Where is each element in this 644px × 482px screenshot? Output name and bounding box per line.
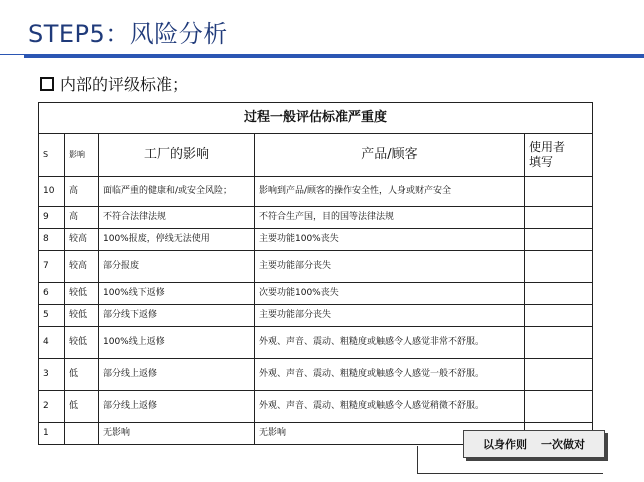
cell-impact: 高 xyxy=(65,207,99,229)
square-bullet-icon xyxy=(40,77,54,91)
cell-impact: 低 xyxy=(65,359,99,391)
cell-user-fill[interactable] xyxy=(525,251,593,283)
cell-severity: 1 xyxy=(39,423,65,445)
motto-right: 一次做对 xyxy=(541,438,585,451)
cell-user-fill[interactable] xyxy=(525,229,593,251)
col-header-s: S xyxy=(39,134,65,177)
motto-stamp xyxy=(463,430,605,458)
col-header-user: 使用者 填写 xyxy=(525,134,593,177)
table-row xyxy=(39,229,593,251)
subtitle-text: 内部的评级标准； xyxy=(60,75,189,94)
stamp-frame-line xyxy=(417,473,603,474)
cell-severity: 6 xyxy=(39,283,65,305)
table-row xyxy=(39,251,593,283)
severity-table xyxy=(38,102,593,445)
cell-user-fill[interactable] xyxy=(525,359,593,391)
cell-factory-impact: 部分线下返修 xyxy=(99,305,255,327)
cell-user-fill[interactable] xyxy=(525,327,593,359)
cell-product-customer: 外观、声音、震动、粗糙度或触感令人感觉一般不舒服。 xyxy=(255,359,525,391)
cell-product-customer: 影响到产品/顾客的操作安全性，人身或财产安全 xyxy=(255,177,525,207)
cell-factory-impact: 面临严重的健康和/或安全风险； xyxy=(99,177,255,207)
table-row xyxy=(39,359,593,391)
motto-left: 以身作则 xyxy=(483,438,527,451)
header-rule xyxy=(24,54,644,58)
cell-product-customer: 次要功能100%丧失 xyxy=(255,283,525,305)
cell-factory-impact: 不符合法律法规 xyxy=(99,207,255,229)
cell-severity: 7 xyxy=(39,251,65,283)
cell-factory-impact: 100%线上返修 xyxy=(99,327,255,359)
cell-user-fill[interactable] xyxy=(525,305,593,327)
cell-user-fill[interactable] xyxy=(525,283,593,305)
cell-severity: 9 xyxy=(39,207,65,229)
cell-factory-impact: 100%报废，停线无法使用 xyxy=(99,229,255,251)
cell-product-customer: 主要功能部分丧失 xyxy=(255,251,525,283)
table-row xyxy=(39,177,593,207)
cell-factory-impact: 部分报废 xyxy=(99,251,255,283)
cell-severity: 5 xyxy=(39,305,65,327)
col-header-factory: 工厂的影响 xyxy=(99,134,255,177)
table-row xyxy=(39,391,593,423)
section-subtitle xyxy=(40,72,188,95)
table-caption: 过程一般评估标准严重度 xyxy=(39,103,593,134)
slide-header xyxy=(0,0,644,58)
table-header-row xyxy=(39,134,593,177)
cell-impact: 较高 xyxy=(65,229,99,251)
table-row xyxy=(39,305,593,327)
page-title: STEP5：风险分析 xyxy=(28,20,228,48)
cell-impact: 低 xyxy=(65,391,99,423)
cell-user-fill[interactable] xyxy=(525,391,593,423)
cell-severity: 3 xyxy=(39,359,65,391)
col-header-product: 产品/顾客 xyxy=(255,134,525,177)
cell-product-customer: 主要功能部分丧失 xyxy=(255,305,525,327)
cell-factory-impact: 无影响 xyxy=(99,423,255,445)
cell-product-customer: 无影响 xyxy=(255,423,525,445)
cell-product-customer: 外观、声音、震动、粗糙度或触感令人感觉稍微不舒服。 xyxy=(255,391,525,423)
col-header-impact: 影响 xyxy=(65,134,99,177)
cell-product-customer: 不符合生产国，目的国等法律法规 xyxy=(255,207,525,229)
cell-factory-impact: 部分线上返修 xyxy=(99,391,255,423)
cell-impact: 较高 xyxy=(65,251,99,283)
cell-severity: 2 xyxy=(39,391,65,423)
cell-severity: 4 xyxy=(39,327,65,359)
cell-severity: 10 xyxy=(39,177,65,207)
cell-impact: 较低 xyxy=(65,327,99,359)
table-row xyxy=(39,283,593,305)
cell-severity: 8 xyxy=(39,229,65,251)
cell-impact: 较低 xyxy=(65,305,99,327)
cell-product-customer: 外观、声音、震动、粗糙度或触感令人感觉非常不舒服。 xyxy=(255,327,525,359)
cell-user-fill[interactable] xyxy=(525,207,593,229)
cell-factory-impact: 100%线下返修 xyxy=(99,283,255,305)
cell-factory-impact: 部分线上返修 xyxy=(99,359,255,391)
table-row xyxy=(39,327,593,359)
cell-impact: 较低 xyxy=(65,283,99,305)
stamp-frame-line xyxy=(417,446,418,474)
cell-user-fill[interactable] xyxy=(525,177,593,207)
table-row xyxy=(39,207,593,229)
cell-impact xyxy=(65,423,99,445)
cell-product-customer: 主要功能100%丧失 xyxy=(255,229,525,251)
header-rule-thin xyxy=(0,54,24,55)
cell-impact: 高 xyxy=(65,177,99,207)
